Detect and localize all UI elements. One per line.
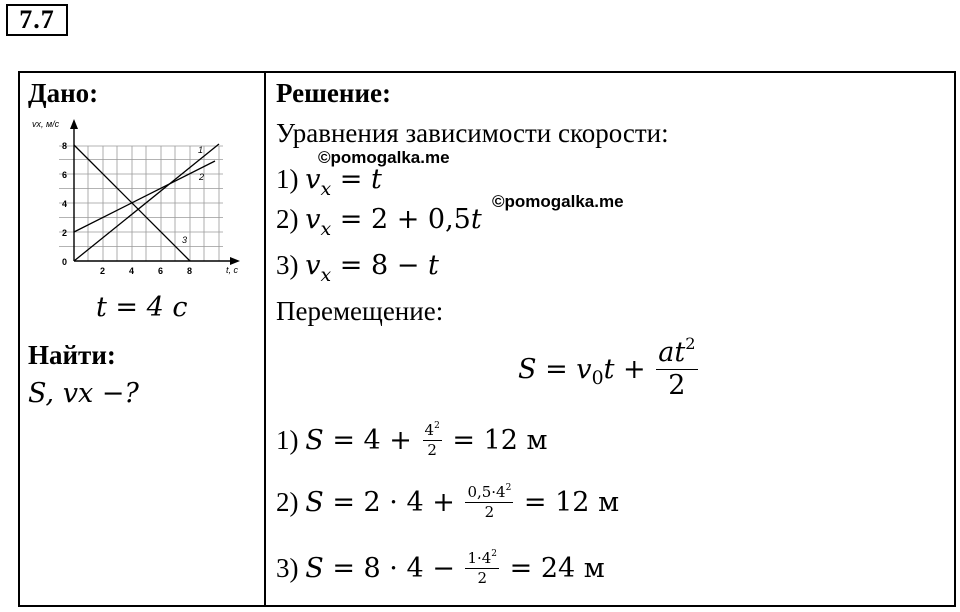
line-label-2: 2 bbox=[199, 172, 205, 182]
given-time-value: t = 4 с bbox=[96, 292, 188, 323]
displacement-intro: Перемещение: bbox=[276, 296, 444, 326]
x-tick-8: 8 bbox=[187, 266, 193, 276]
line-2 bbox=[74, 161, 215, 232]
x-axis-arrow bbox=[230, 257, 240, 265]
x-axis-label: t, с bbox=[226, 265, 239, 275]
graph-grid bbox=[59, 146, 223, 261]
velocity-equation-3: 3) $v_x = 8 - t$ bbox=[276, 250, 439, 286]
x-tick-4: 4 bbox=[129, 266, 135, 276]
y-tick-8: 8 bbox=[62, 141, 68, 151]
watermark-2: ©pomogalka.me bbox=[492, 192, 624, 211]
velocity-time-graph bbox=[28, 115, 256, 285]
problem-number-badge: 7.7 bbox=[6, 4, 68, 36]
equations-intro: Уравнения зависимости скорости: bbox=[276, 118, 669, 148]
find-value: S, vx −? bbox=[28, 378, 139, 409]
result-3: 3) S = 8 · 4 − $\frac{1\cdot 4^2}{2}$ = 24 м bbox=[276, 549, 605, 587]
velocity-equation-2: 2) $v_x = 2 + 0,5t$ bbox=[276, 204, 482, 240]
solution-heading: Решение: bbox=[276, 78, 391, 108]
velocity-equation-1: 1) $v_x = t$ bbox=[276, 164, 382, 200]
displacement-formula: S = $v_0t$ + $\frac{at^2}{2}$ bbox=[518, 333, 696, 401]
result-2: 2) S = 2 · 4 + $\frac{0,5\cdot 4^2}{2}$ = 12 м bbox=[276, 483, 620, 521]
line-label-1: 1 bbox=[198, 145, 204, 155]
line-label-3: 3 bbox=[182, 235, 188, 245]
find-heading: Найти: bbox=[28, 340, 116, 370]
y-tick-0: 0 bbox=[62, 257, 68, 267]
result-1: 1) S = 4 + $\frac{4^2}{2}$ = 12 м bbox=[276, 421, 548, 459]
y-axis-label: vx, м/с bbox=[32, 119, 60, 129]
y-tick-2: 2 bbox=[62, 228, 68, 238]
x-tick-6: 6 bbox=[158, 266, 164, 276]
y-tick-6: 6 bbox=[62, 170, 68, 180]
column-divider bbox=[264, 71, 266, 607]
watermark-1: ©pomogalka.me bbox=[318, 148, 450, 167]
x-tick-2: 2 bbox=[100, 266, 106, 276]
given-heading: Дано: bbox=[28, 78, 99, 108]
line-1 bbox=[74, 144, 219, 261]
graph-lines bbox=[74, 144, 219, 261]
y-axis-arrow bbox=[70, 119, 78, 129]
y-tick-4: 4 bbox=[62, 199, 68, 209]
graph-axes bbox=[74, 123, 236, 261]
